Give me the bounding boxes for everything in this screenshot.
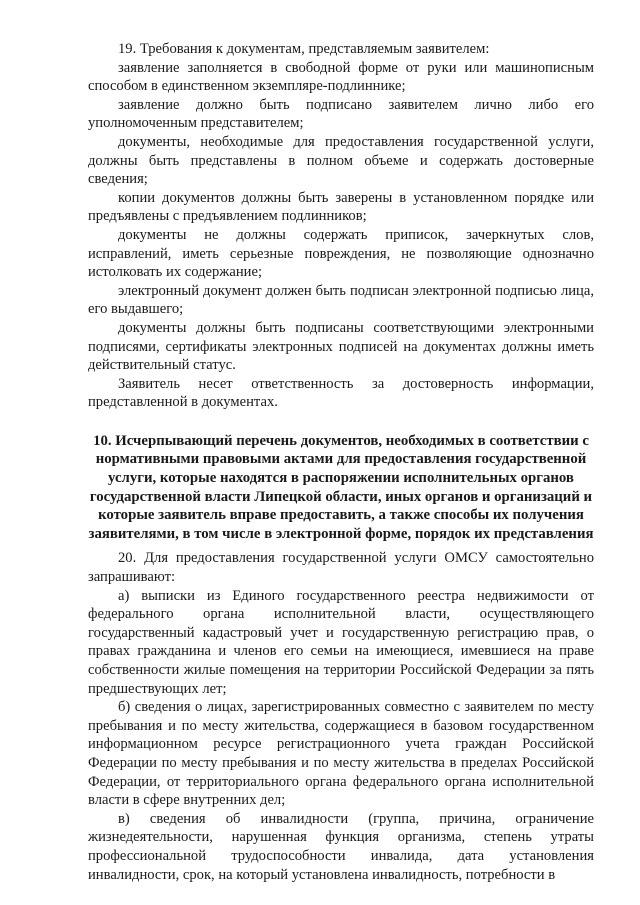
section-19-item-1: заявление заполняется в свободной форме от руки или машинописным способом в единственном экземпляре-подлиннике; [88, 59, 594, 95]
section-20-item-v: в) сведения об инвалидности (группа, причина, ограничение жизнедеятельности, нарушенная функция организма, степень утраты профессиональной трудоспособности инвалида, дата установления инвалидности, срок, на который установлена инвалидность, потребности в [88, 810, 594, 883]
document-page [88, 40, 594, 884]
section-19-item-3: документы, необходимые для предоставления государственной услуги, должны быть представлены в полном объеме и содержать достоверные сведения; [88, 133, 594, 188]
section-19-item-4: копии документов должны быть заверены в установленном порядке или предъявлены с предъявлением подлинников; [88, 189, 594, 225]
section-19-title: 19. Требования к документам, представляемым заявителем: [118, 41, 490, 57]
section-19-item-2: заявление должно быть подписано заявителем лично либо его уполномоченным представителем; [88, 96, 594, 132]
section-19-item-7: документы должны быть подписаны соответствующими электронными подписями, сертификаты электронных подписей на документах должны иметь действительный статус. [88, 319, 594, 374]
section-19-item-5: документы не должны содержать приписок, зачеркнутых слов, исправлений, иметь серьезные повреждения, не позволяющие однозначно истолковать их содержание; [88, 226, 594, 281]
section-19-item-6: электронный документ должен быть подписан электронной подписью лица, его выдавшего; [88, 282, 594, 318]
section-19-responsibility: Заявитель несет ответственность за достоверность информации, представленной в документах. [88, 375, 594, 411]
section-20-item-b: б) сведения о лицах, зарегистрированных совместно с заявителем по месту пребывания и по месту жительства, содержащиеся в базовом государственном информационном ресурсе регистрационного учета граждан Российской Федерации по месту пребывания и по месту жительства в пределах Российской Федерации, от территориального органа федерального органа исполнительной власти в сфере внутренних дел; [88, 699, 594, 809]
section-20-item-a: а) выписки из Единого государственного реестра недвижимости от федерального органа исполнительной власти, осуществляющего государственный кадастровый учет и государственную регистрацию прав, о правах гражданина и членов его семьи на имеющиеся, имевшиеся на праве собственности жилые помещения на территории Российской Федерации за пять предшествующих лет; [88, 587, 594, 697]
section-20-intro: 20. Для предоставления государственной услуги ОМСУ самостоятельно запрашивают: [88, 550, 594, 586]
section-10-heading: 10. Исчерпывающий перечень документов, необходимых в соответствии с нормативными правовыми актами для предоставления государственной услуги, которые находятся в распоряжении исполнительных органов государственной власти Липецкой области, иных органов и организаций и которые заявитель вправе предоставить, а также способы их получения заявителями, в том числе в электронной форме, порядок их представления [88, 432, 594, 542]
